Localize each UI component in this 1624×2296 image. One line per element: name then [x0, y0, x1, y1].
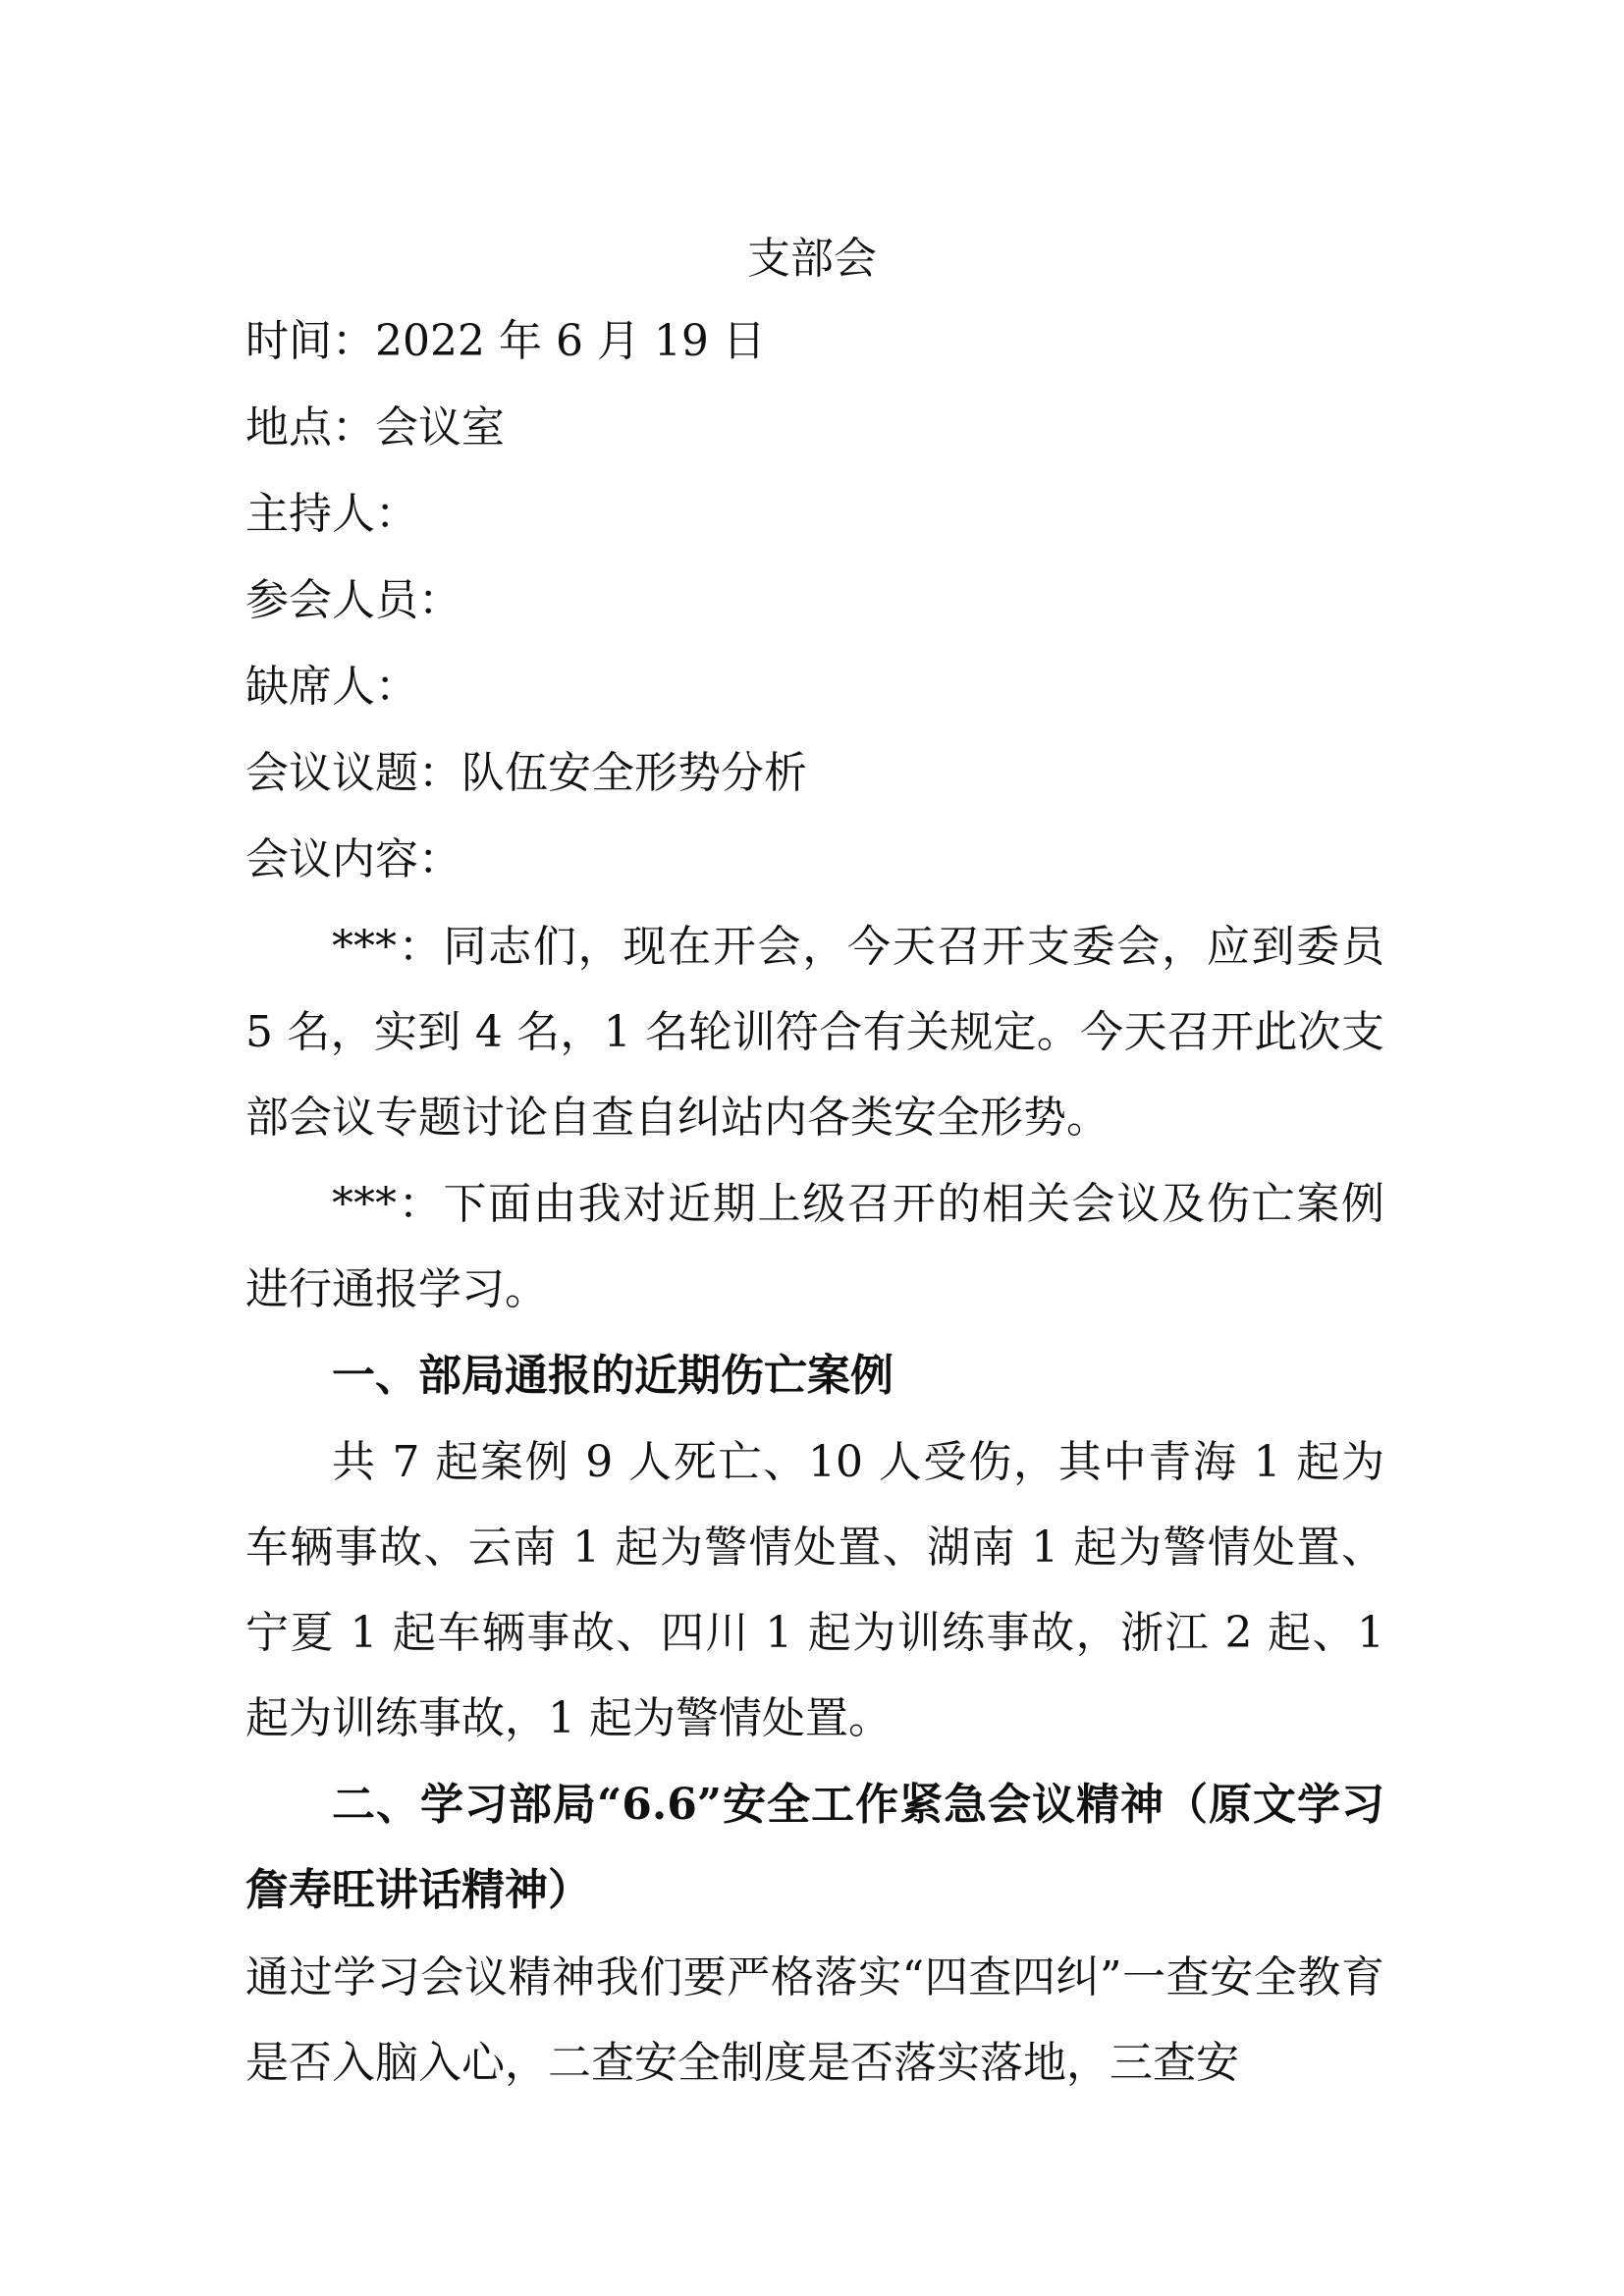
field-host: 主持人： [245, 489, 418, 539]
paragraph-opening: ***：同志们，现在开会，今天召开支委会，应到委员 5 名，实到 4 名，1 名轮训符合有关规定。今天召开此次支部会议专题讨论自查自纠站内各类安全形势。 [245, 922, 1384, 1143]
field-content-label: 会议内容： [245, 834, 461, 884]
paragraph-briefing: ***：下面由我对近期上级召开的相关会议及伤亡案例进行通报学习。 [245, 1179, 1384, 1314]
section-heading-2: 二、学习部局“6.6”安全工作紧急会议精神（原文学习詹寿旺讲话精神） [245, 1780, 1384, 1915]
document-title: 支部会 [747, 234, 877, 284]
field-place: 地点：会议室 [245, 402, 505, 453]
paragraph-study: 通过学习会议精神我们要严格落实“四查四纠”一查安全教育是否入脑入心，二查安全制度是否落实落地，三查安 [245, 1952, 1384, 2088]
field-time: 时间：2022 年 6 月 19 日 [245, 316, 766, 366]
field-absent: 缺席人： [245, 662, 418, 712]
paragraph-cases: 共 7 起案例 9 人死亡、10 人受伤，其中青海 1 起为车辆事故、云南 1 起为警情处置、湖南 1 起为警情处置、宁夏 1 起车辆事故、四川 1 起为训练事故，浙江 2 起、1 起为训练事故，1 起为警情处置。 [245, 1437, 1384, 1743]
field-attendees: 参会人员： [245, 575, 461, 625]
field-topic: 会议议题：队伍安全形势分析 [245, 748, 807, 798]
section-heading-1: 一、部局通报的近期伤亡案例 [332, 1351, 893, 1401]
